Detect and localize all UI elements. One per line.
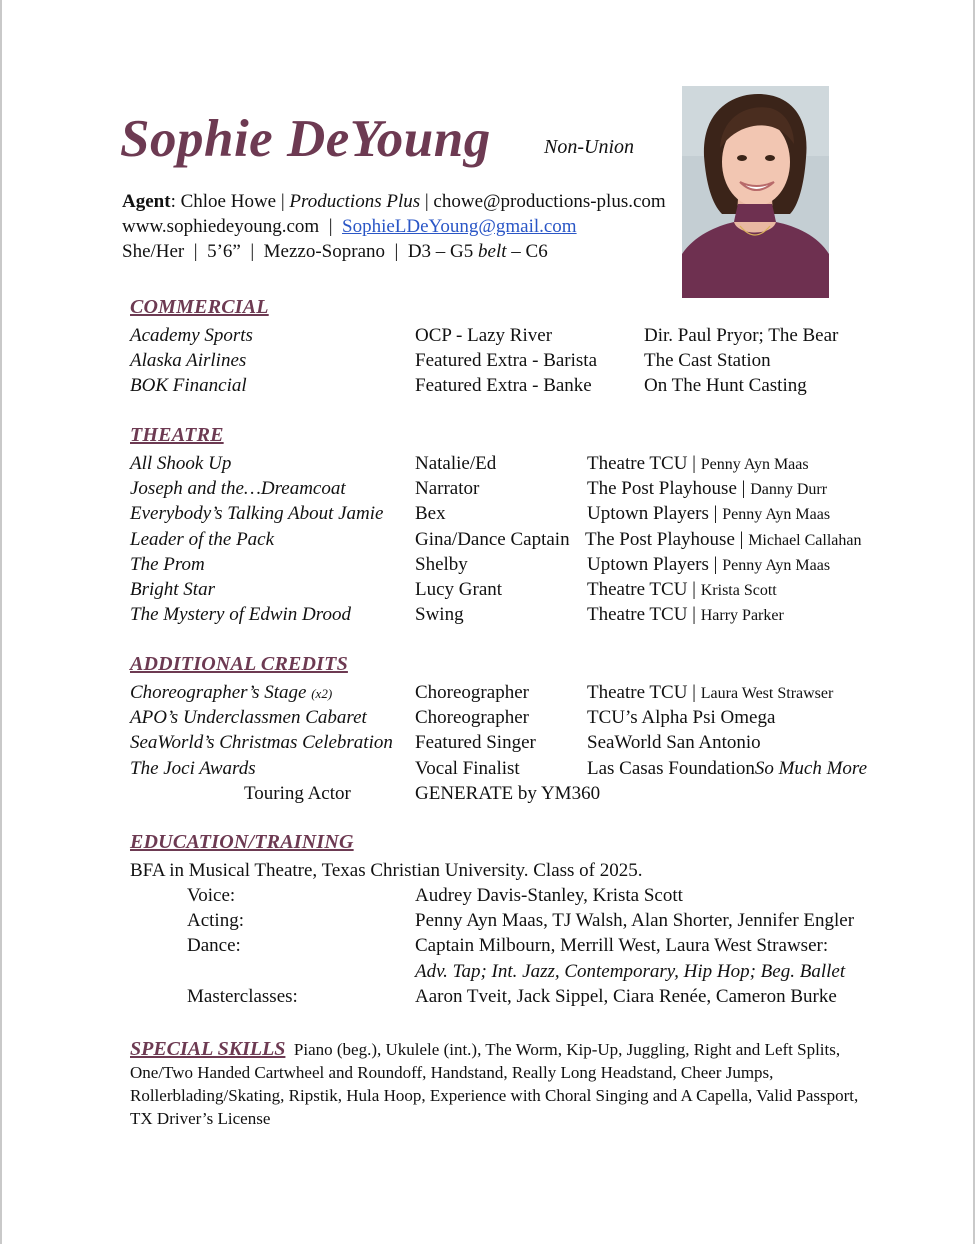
credit-role: OCP - Lazy River xyxy=(415,325,553,346)
training-value: Penny Ayn Maas, TJ Walsh, Alan Shorter, Jennifer Engler xyxy=(415,910,855,932)
credit-row xyxy=(0,730,975,755)
credit-title xyxy=(130,756,256,781)
range-high: – C6 xyxy=(511,241,548,262)
training-row xyxy=(0,984,975,1009)
training-value: Captain Milbourn, Merrill West, Laura West Strawser: xyxy=(415,935,829,957)
degree-line: BFA in Musical Theatre, Texas Christian University. Class of 2025. xyxy=(130,860,643,881)
separator: | xyxy=(394,241,399,262)
title-text: APO’s Underclassmen Cabaret xyxy=(130,707,367,729)
venue-name: Uptown Players | xyxy=(587,503,718,525)
credit-venue xyxy=(587,602,784,628)
credit-row xyxy=(0,451,975,476)
credit-row xyxy=(0,323,975,348)
venue-note: So Much More xyxy=(754,757,868,779)
agent-email: | chowe@productions-plus.com xyxy=(424,191,666,212)
credit-role: Narrator xyxy=(415,478,480,500)
venue-name: The Post Playhouse | xyxy=(585,528,744,550)
credit-title: Academy Sports xyxy=(130,325,253,346)
credit-role: Featured Extra - Barista xyxy=(415,350,598,371)
credit-role: Vocal Finalist xyxy=(415,757,520,779)
credit-title xyxy=(130,730,393,755)
stats-line xyxy=(122,240,548,264)
director-name: Harry Parker xyxy=(700,607,784,625)
credit-title: The Prom xyxy=(130,553,205,575)
range-low: D3 – G5 xyxy=(407,241,474,262)
web-line xyxy=(122,215,577,239)
credit-venue xyxy=(587,680,833,706)
director-name: Krista Scott xyxy=(700,582,777,599)
credit-row xyxy=(0,476,975,501)
venue-name: Las Casas Foundation xyxy=(587,757,755,779)
separator: | xyxy=(328,216,333,237)
credit-row xyxy=(0,527,975,552)
director-name: Laura West Strawser xyxy=(700,685,834,702)
credit-title xyxy=(130,680,332,706)
training-row xyxy=(0,908,975,933)
training-label: Acting: xyxy=(187,910,244,932)
training-row xyxy=(0,959,975,984)
credit-title: Joseph and the…Dreamcoat xyxy=(130,478,346,500)
training-label: Masterclasses: xyxy=(187,985,298,1007)
credit-row xyxy=(0,501,975,526)
section-heading-skills: SPECIAL SKILLS xyxy=(130,1038,286,1060)
agent-label: Agent xyxy=(122,191,171,212)
credit-row xyxy=(0,680,975,705)
credit-venue xyxy=(587,552,830,578)
credit-role: Natalie/Ed xyxy=(415,453,497,474)
website-text: www.sophiedeyoung.com xyxy=(122,216,320,237)
credit-venue xyxy=(587,730,761,755)
venue-name: SeaWorld San Antonio xyxy=(587,732,761,754)
credit-venue xyxy=(587,705,775,730)
credit-role: Featured Singer xyxy=(415,732,536,754)
venue-name: Theatre TCU | xyxy=(587,682,696,703)
credit-role: Shelby xyxy=(415,553,468,575)
credit-role: Featured Extra - Banke xyxy=(415,375,592,396)
agent-line xyxy=(122,190,666,214)
performer-name: Sophie DeYoung xyxy=(120,110,491,168)
credit-venue xyxy=(587,476,827,502)
headshot-photo xyxy=(682,86,829,298)
venue-name: Theatre TCU | xyxy=(587,453,696,474)
credit-company: The Cast Station xyxy=(644,350,771,371)
credit-title: Everybody’s Talking About Jamie xyxy=(130,503,384,525)
credit-row xyxy=(0,552,975,577)
section-heading-education: EDUCATION/TRAINING xyxy=(130,831,354,853)
venue-name: Theatre TCU | xyxy=(587,579,696,600)
credit-venue xyxy=(587,451,809,477)
title-text: Choreographer’s Stage xyxy=(130,682,307,703)
venue-name: TCU’s Alpha Psi Omega xyxy=(587,707,776,729)
headshot-illustration xyxy=(682,86,829,298)
credit-role: Bex xyxy=(415,503,446,525)
credit-row xyxy=(0,756,975,781)
skills-text: Piano (beg.), Ukulele (int.), The Worm, Kip-Up, Juggling, Right and Left Splits, One/Two Handed Cartwheel and Roundoff, Handstand, Really Long Headstand, Cheer Jumps, Rollerblading/Skating, Ripstik, Hula Hoop, Experience with Choral Singing and A Capella, Valid Passport, TX Driver’s License xyxy=(130,1040,859,1128)
credit-title: The Mystery of Edwin Drood xyxy=(130,604,351,626)
credit-role: Swing xyxy=(415,604,464,626)
credit-venue xyxy=(587,577,777,603)
training-value: Audrey Davis-Stanley, Krista Scott xyxy=(415,885,683,906)
training-label: Dance: xyxy=(187,935,241,957)
personal-email-link[interactable]: SophieLDeYoung@gmail.com xyxy=(342,216,577,237)
credit-row xyxy=(0,705,975,730)
venue-name: The Post Playhouse | xyxy=(587,478,746,500)
credit-title: Bright Star xyxy=(130,579,215,600)
union-status: Non-Union xyxy=(544,136,634,158)
special-skills xyxy=(130,1038,875,1130)
section-heading-theatre: THEATRE xyxy=(130,424,224,446)
section-heading-additional: ADDITIONAL CREDITS xyxy=(130,653,348,675)
separator: | xyxy=(250,241,255,262)
venue-name: Uptown Players | xyxy=(587,553,718,575)
credit-role: Choreographer xyxy=(415,707,529,729)
title-note: (x2) xyxy=(311,686,333,701)
credit-title: Leader of the Pack xyxy=(130,528,275,550)
credit-role: Choreographer xyxy=(415,682,529,703)
credit-row xyxy=(0,602,975,627)
director-name: Michael Callahan xyxy=(748,531,862,549)
credit-venue xyxy=(585,527,862,553)
training-row xyxy=(0,883,975,908)
director-name: Penny Ayn Maas xyxy=(722,556,831,574)
height: 5’6” xyxy=(207,241,241,262)
credit-title: Touring Actor xyxy=(244,782,351,804)
credit-venue xyxy=(587,756,867,781)
range-belt: belt xyxy=(478,241,507,262)
credit-row xyxy=(0,577,975,602)
director-name: Penny Ayn Maas xyxy=(722,506,831,524)
credit-company: Dir. Paul Pryor; The Bear xyxy=(644,325,839,346)
training-row xyxy=(0,933,975,958)
title-text: SeaWorld’s Christmas Celebration xyxy=(130,732,393,754)
credit-row xyxy=(0,348,975,373)
credit-row xyxy=(0,781,975,806)
director-name: Penny Ayn Maas xyxy=(700,456,809,473)
separator: | xyxy=(193,241,198,262)
training-label: Voice: xyxy=(187,885,236,906)
credit-title: All Shook Up xyxy=(130,453,232,474)
title-text: The Joci Awards xyxy=(130,757,256,779)
credit-role: GENERATE by YM360 xyxy=(415,782,601,804)
credit-title: Alaska Airlines xyxy=(130,350,247,371)
director-name: Danny Durr xyxy=(750,481,828,499)
credit-company: On The Hunt Casting xyxy=(644,375,807,396)
credit-venue xyxy=(587,501,830,527)
credit-title xyxy=(130,705,367,730)
credit-role: Gina/Dance Captain xyxy=(415,528,570,550)
venue-name: Theatre TCU | xyxy=(587,604,696,626)
training-value: Aaron Tveit, Jack Sippel, Ciara Renée, Cameron Burke xyxy=(415,985,837,1007)
credit-row xyxy=(0,373,975,398)
voice-type: Mezzo-Soprano xyxy=(263,241,386,262)
credit-role: Lucy Grant xyxy=(415,579,503,600)
section-heading-commercial: COMMERCIAL xyxy=(130,296,269,318)
agent-name: : Chloe Howe | xyxy=(170,191,285,212)
agency-name: Productions Plus xyxy=(289,191,421,212)
pronouns: She/Her xyxy=(122,241,185,262)
training-value: Adv. Tap; Int. Jazz, Contemporary, Hip Hop; Beg. Ballet xyxy=(415,960,846,982)
credit-title: BOK Financial xyxy=(130,375,247,396)
